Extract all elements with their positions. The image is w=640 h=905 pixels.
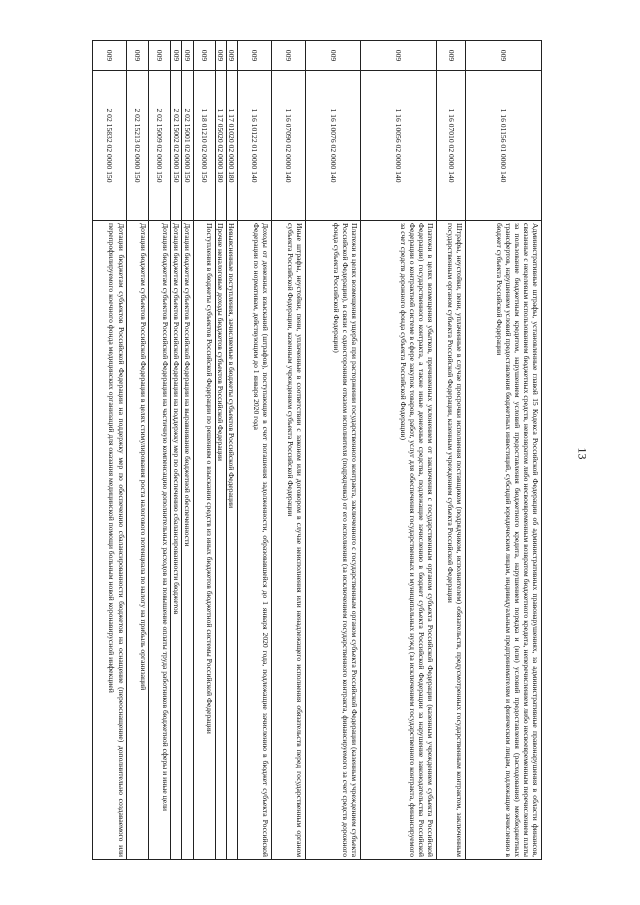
- admin-code-cell: 009: [226, 41, 237, 71]
- revenue-code-cell: 2 02 15001 02 0000 150: [182, 71, 193, 221]
- revenue-code-cell: 1 16 10076 02 0000 140: [306, 71, 361, 221]
- revenue-code-cell: 2 02 15832 02 0000 150: [93, 71, 127, 221]
- table-row: [193, 41, 215, 860]
- revenue-code-cell: 1 18 01210 02 0000 150: [193, 71, 215, 221]
- table-row: [361, 41, 437, 860]
- revenue-codes-table: [92, 40, 542, 860]
- admin-code-cell: 009: [93, 41, 127, 71]
- revenue-code-cell: 1 17 05020 02 0000 180: [215, 71, 226, 221]
- revenue-name-cell: Невыясненные поступления, зачисляемые в бюджеты субъектов Российской Федерации: [226, 221, 237, 860]
- revenue-code-cell: 2 02 15009 02 0000 150: [149, 71, 171, 221]
- admin-code-cell: 009: [193, 41, 215, 71]
- table-row: [238, 41, 272, 860]
- revenue-name-cell: Административные штрафы, установленные главой 15 Кодекса Российской Федерации об административных правонарушениях, за административные правонарушения в области финансов, связанные с нецелевым использованием бюджетных средств, невозвратом либо несвоевременным возвратом бюджетного кредита, неперечислением либо несвоевременным перечислением платы за пользование бюджетным кредитом, нарушением условий предоставления бюджетного кредита, нарушением порядка и (или) условий предоставления (расходования) межбюджетных трансфертов, нарушением условий предоставления бюджетных инвестиций, субсидий юридическим лицам, индивидуальным предпринимателям и физическим лицам, подлежащие зачислению в бюджет субъекта Российской Федерации: [466, 221, 542, 860]
- rotated-table-area: [17, 0, 562, 905]
- revenue-name-cell: Дотации бюджетам субъектов Российской Федерации на поддержку мер по обеспечению сбалансированности бюджетов на оснащение (переоснащение) дополнительно создаваемого или перепрофилируемого коечного фонда медицинских организаций для оказания медицинской помощи больным новой коронавирусной инфекцией: [93, 221, 127, 860]
- revenue-code-cell: 1 16 07010 02 0000 140: [437, 71, 466, 221]
- table-row: [171, 41, 182, 860]
- revenue-name-cell: Платежи в целях возмещения убытков, причиненных уклонением от заключения с государственным органом субъекта Российской Федерации (казенным учреждением субъекта Российской Федерации) государственного контракта, а также иные денежные средства, подлежащие зачислению в бюджет субъекта Российской Федерации за нарушение законодательства Российской Федерации о контрактной системе в сфере закупок товаров, работ, услуг для обеспечения государственных и муниципальных нужд (за исключением государственного контракта, финансируемого за счет средств дорожного фонда субъекта Российской Федерации): [361, 221, 437, 860]
- admin-code-cell: 009: [127, 41, 149, 71]
- admin-code-cell: 009: [171, 41, 182, 71]
- table-row: [466, 41, 542, 860]
- admin-code-cell: 009: [466, 41, 542, 71]
- revenue-name-cell: Штрафы, неустойки, пени, уплаченные в случае просрочки исполнения поставщиком (подрядчиком, исполнителем) обязательств, предусмотренных государственным контрактом, заключенным государственным органом субъекта Российской Федерации, казенным учреждением субъекта Российской Федерации: [437, 221, 466, 860]
- revenue-code-cell: 1 16 10056 02 0000 140: [361, 71, 437, 221]
- admin-code-cell: 009: [182, 41, 193, 71]
- revenue-code-cell: 2 02 15002 02 0000 150: [171, 71, 182, 221]
- revenue-code-cell: 1 17 01020 02 0000 180: [226, 71, 237, 221]
- table-row: [127, 41, 149, 860]
- page-number: 13: [575, 447, 590, 460]
- admin-code-cell: 009: [215, 41, 226, 71]
- table-row: [437, 41, 466, 860]
- table-row: [149, 41, 171, 860]
- revenue-code-cell: 1 16 01156 01 0000 140: [466, 71, 542, 221]
- table-row: [226, 41, 237, 860]
- admin-code-cell: 009: [361, 41, 437, 71]
- revenue-name-cell: Платежи в целях возмещения ущерба при расторжении государственного контракта, заключенного с государственным органом субъекта Российской Федерации (казенным учреждением субъекта Российской Федерации), в связи с односторонним отказом исполнителя (подрядчика) от его исполнения (за исключением государственного контракта, финансируемого за счет средств дорожного фонда субъекта Российской Федерации): [306, 221, 361, 860]
- admin-code-cell: 009: [437, 41, 466, 71]
- admin-code-cell: 009: [272, 41, 306, 71]
- revenue-name-cell: Дотации бюджетам субъектов Российской Федерации в целях стимулирования роста налогового потенциала по налогу на прибыль организаций: [127, 221, 149, 860]
- revenue-code-cell: 1 16 10122 01 0000 140: [238, 71, 272, 221]
- revenue-name-cell: Доходы от денежных взысканий (штрафов), поступающие в счет погашения задолженности, образовавшейся до 1 января 2020 года, подлежащие зачислению в бюджет субъекта Российской Федерации по нормативам, действующим до 1 января 2020 года: [238, 221, 272, 860]
- revenue-name-cell: Дотации бюджетам субъектов Российской Федерации на частичную компенсацию дополнительных расходов на повышение оплаты труда работников бюджетной сферы и иные цели: [149, 221, 171, 860]
- table-row: [182, 41, 193, 860]
- table-row: [272, 41, 306, 860]
- revenue-name-cell: Иные штрафы, неустойки, пени, уплаченные в соответствии с законом или договором в случае неисполнения или ненадлежащего исполнения обязательств перед государственным органом субъекта Российской Федерации, казенным учреждением субъекта Российской Федерации: [272, 221, 306, 860]
- revenue-code-cell: 1 16 07090 02 0000 140: [272, 71, 306, 221]
- admin-code-cell: 009: [149, 41, 171, 71]
- revenue-name-cell: Поступления в бюджеты субъектов Российской Федерации по решениям о взыскании средств из иных бюджетов бюджетной системы Российской Федерации: [193, 221, 215, 860]
- revenue-name-cell: Прочие неналоговые доходы бюджетов субъектов Российской Федерации: [215, 221, 226, 860]
- table-row: [215, 41, 226, 860]
- revenue-name-cell: Дотации бюджетам субъектов Российской Федерации на поддержку мер по обеспечению сбалансированности бюджетов: [171, 221, 182, 860]
- admin-code-cell: 009: [238, 41, 272, 71]
- table-row: [306, 41, 361, 860]
- table-row: [93, 41, 127, 860]
- revenue-code-cell: 2 02 15213 02 0000 150: [127, 71, 149, 221]
- admin-code-cell: 009: [306, 41, 361, 71]
- revenue-name-cell: Дотации бюджетам субъектов Российской Федерации на выравнивание бюджетной обеспеченности: [182, 221, 193, 860]
